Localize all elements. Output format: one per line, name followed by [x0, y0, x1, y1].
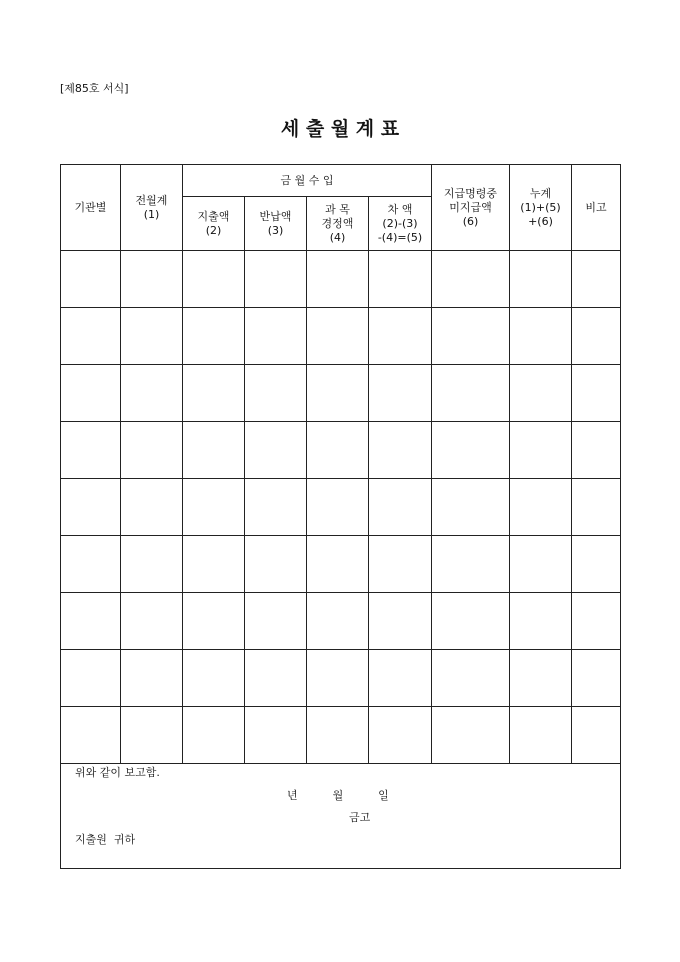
table-row: [61, 422, 621, 479]
table-row: [61, 536, 621, 593]
header-return: 반납액 (3): [245, 197, 307, 251]
report-footer: [61, 764, 621, 869]
report-date: 년 월 일: [287, 789, 389, 802]
table-row: [61, 650, 621, 707]
table-row: [61, 479, 621, 536]
form-number-label: [제85호 서식]: [60, 82, 129, 95]
monthly-expenditure-table: [60, 164, 621, 869]
header-prev-month-total: 전월계 (1): [121, 165, 183, 251]
treasury-office: 금고: [349, 811, 371, 824]
table-row: [61, 308, 621, 365]
header-unpaid-amount: 지급명령중 미지급액 (6): [432, 165, 510, 251]
table-row: [61, 365, 621, 422]
header-cumulative: 누계 (1)+(5) +(6): [510, 165, 572, 251]
header-difference: 차 액 (2)-(3) -(4)=(5): [369, 197, 432, 251]
header-remarks: 비고: [572, 165, 621, 251]
header-agency: 기관별: [61, 165, 121, 251]
table-row: [61, 251, 621, 308]
recipient-line: 지출원 귀하: [75, 833, 136, 846]
table-row: [61, 593, 621, 650]
report-statement: 위와 같이 보고함.: [75, 766, 160, 779]
page-title: 세 출 월 계 표: [280, 118, 400, 140]
header-account-transfer: 과 목 경정액 (4): [307, 197, 369, 251]
table-body: [61, 251, 621, 764]
header-expenditure: 지출액 (2): [183, 197, 245, 251]
header-monthly-income: 금 월 수 입: [183, 165, 432, 197]
table-row: [61, 707, 621, 764]
